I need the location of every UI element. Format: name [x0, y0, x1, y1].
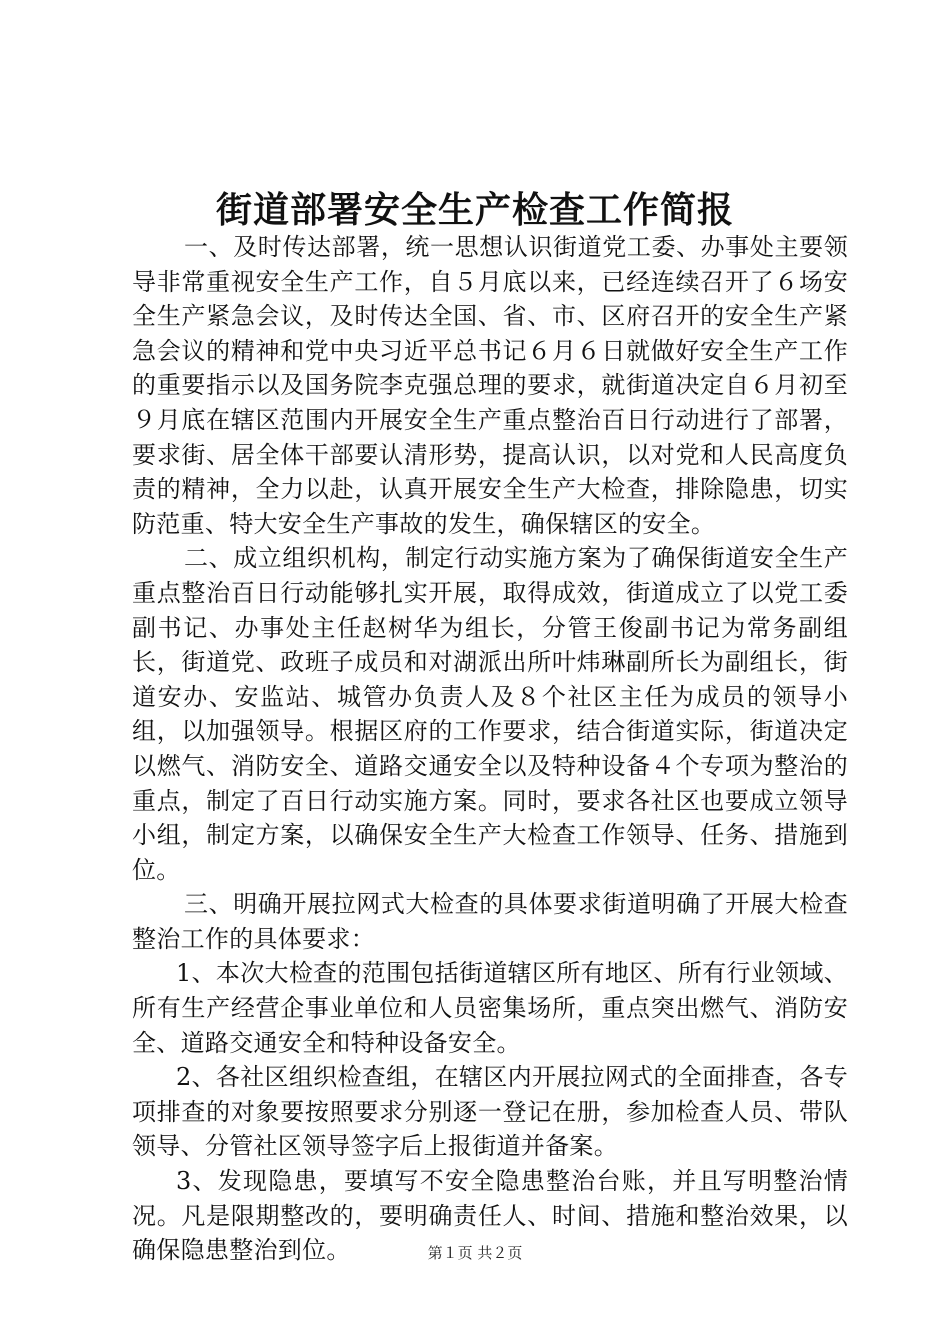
document-title: 街道部署安全生产检查工作简报 [215, 189, 734, 231]
paragraph-deployment: 一、及时传达部署，统一思想认识街道党工委、办事处主要领导非常重视安全生产工作，自５月底以来，已经连续召开了６场安全生产紧急会议，及时传达全国、省、市、区府召开的安全生产紧急会议的精神和党中央习近平总书记６月６日就做好安全生产工作的重要指示以及国务院李克强总理的要求，就街道决定自６月初至９月底在辖区范围内开展安全生产重点整治百日行动进行了部署，要求街、居全体干部要认清形势，提高认识，以对党和人民高度负责的精神，全力以赴，认真开展安全生产大检查，排除隐患，切实防范重、特大安全生产事故的发生，确保辖区的安全。 [132, 233, 848, 538]
paragraph-item-1: 1、本次大检查的范围包括街道辖区所有地区、所有行业领域、所有生产经营企事业单位和人员密集场所，重点突出燃气、消防安全、道路交通安全和特种设备安全。 [132, 959, 848, 1057]
paragraph-item-2: 2、各社区组织检查组，在辖区内开展拉网式的全面排查，各专项排查的对象要按照要求分别逐一登记在册，参加检查人员、带队领导、分管社区领导签字后上报街道并备案。 [132, 1063, 848, 1161]
paragraph-organization: 二、成立组织机构，制定行动实施方案为了确保街道安全生产重点整治百日行动能够扎实开展，取得成效，街道成立了以党工委副书记、办事处主任赵树华为组长，分管王俊副书记为常务副组长，街道党、政班子成员和对湖派出所叶炜琳副所长为副组长，街道安办、安监站、城管办负责人及８个社区主任为成员的领导小组，以加强领导。根据区府的工作要求，结合街道实际，街道决定以燃气、消防安全、道路交通安全以及特种设备４个专项为整治的重点，制定了百日行动实施方案。同时，要求各社区也要成立领导小组，制定方案，以确保安全生产大检查工作领导、任务、措施到位。 [132, 544, 848, 884]
paragraph-requirements: 三、明确开展拉网式大检查的具体要求街道明确了开展大检查整治工作的具体要求： [132, 890, 848, 953]
document-body [132, 230, 848, 1268]
page-footer: 第１页 共２页 [427, 1244, 523, 1262]
paragraph-item-3: 3、发现隐患，要填写不安全隐患整治台账，并且写明整治情况。凡是限期整改的，要明确责任人、时间、措施和整治效果，以确保隐患整治到位。 [132, 1167, 848, 1265]
